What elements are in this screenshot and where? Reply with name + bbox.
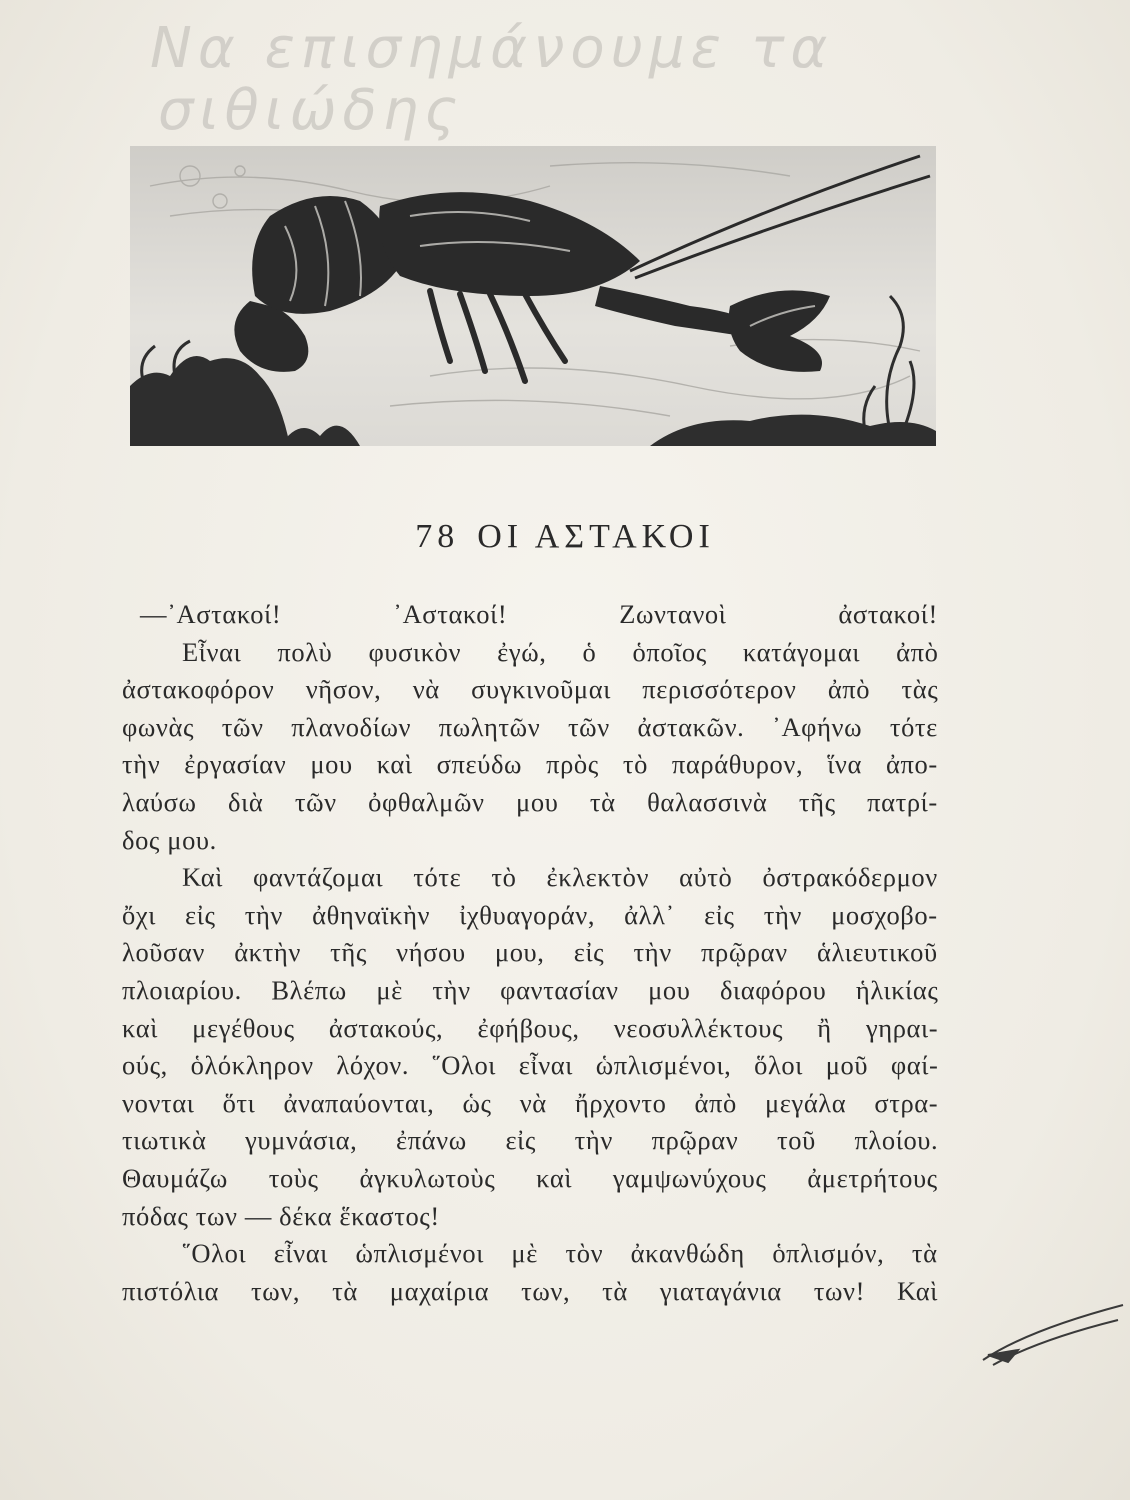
handwritten-note-line-2: σιθιώδης xyxy=(158,78,464,143)
body-text xyxy=(122,596,938,1310)
lobster-illustration xyxy=(130,146,936,446)
text-line: ῞Ολοι εἶναι ὡπλισμένοι μὲ τὸν ἀκανθώδη ὁπλισμόν, τὰ xyxy=(182,1238,938,1269)
chapter-heading xyxy=(0,518,1130,556)
text-line: τὴν ἐργασίαν μου καὶ σπεύδω πρὸς τὸ παράθυρον, ἵνα ἀπο- xyxy=(122,749,938,780)
text-line: φωνὰς τῶν πλανοδίων πωλητῶν τῶν ἀστακῶν. ᾿Αφήνω τότε xyxy=(122,711,938,742)
handwritten-note xyxy=(150,18,1110,148)
lobster-woodcut-icon xyxy=(130,146,936,446)
text-line: καὶ μεγέθους ἀστακούς, ἐφήβους, νεοσυλλέκτους ἢ γηραι- xyxy=(122,1012,939,1043)
text-line: —᾿Αστακοί! ᾿Αστακοί! Ζωντανοὶ ἀστακοί! xyxy=(140,599,938,629)
text-line: ἀστακοφόρον νῆσον, νὰ συγκινοῦμαι περισσότερον ἀπὸ τὰς xyxy=(122,674,939,705)
text-line: λαύσω διὰ τῶν ὀφθαλμῶν μου τὰ θαλασσινὰ τῆς πατρί- xyxy=(122,786,938,817)
text-line: Καὶ φαντάζομαι τότε τὸ ἐκλεκτὸν αὐτὸ ὀστρακόδερμον xyxy=(182,862,938,893)
text-line: Εἶναι πολὺ φυσικὸν ἐγώ, ὁ ὁποῖος κατάγομαι ἀπὸ xyxy=(182,636,939,667)
text-line: λοῦσαν ἀκτὴν τῆς νήσου μου, εἰς τὴν πρῷραν ἁλιευτικοῦ xyxy=(122,937,938,968)
text-line: πλοιαρίου. Βλέπω μὲ τὴν φαντασίαν μου διαφόρου ἡλικίας xyxy=(122,974,939,1005)
pencil-scribble-icon xyxy=(978,1300,1128,1390)
chapter-number: 78 xyxy=(415,518,460,555)
text-line: πιστόλια των, τὰ μαχαίρια των, τὰ γιαταγάνια των! Καὶ xyxy=(122,1275,938,1306)
text-line: τιωτικὰ γυμνάσια, ἐπάνω εἰς τὴν πρῷραν τοῦ πλοίου. xyxy=(122,1125,939,1156)
text-line: Θαυμάζω τοὺς ἀγκυλωτοὺς καὶ γαμψωνύχους ἀμετρήτους xyxy=(122,1162,938,1193)
text-line: ούς, ὁλόκληρον λόχον. ῞Ολοι εἶναι ὡπλισμένοι, ὅλοι μοῦ φαί- xyxy=(122,1050,939,1081)
handwritten-note-line-1: Να επισημάνουμε τα xyxy=(150,16,834,81)
text-line: πόδας των — δέκα ἕκαστος! xyxy=(122,1200,440,1231)
text-line: δος μου. xyxy=(122,824,217,855)
chapter-title: ΟΙ ΑΣΤΑΚΟΙ xyxy=(477,518,715,555)
text-line: νονται ὅτι ἀναπαύονται, ὡς νὰ ἤρχοντο ἀπὸ μεγάλα στρα- xyxy=(122,1087,939,1118)
text-line: ὄχι εἰς τὴν ἀθηναϊκὴν ἰχθυαγοράν, ἀλλ᾿ εἰς τὴν μοσχοβο- xyxy=(122,899,938,930)
